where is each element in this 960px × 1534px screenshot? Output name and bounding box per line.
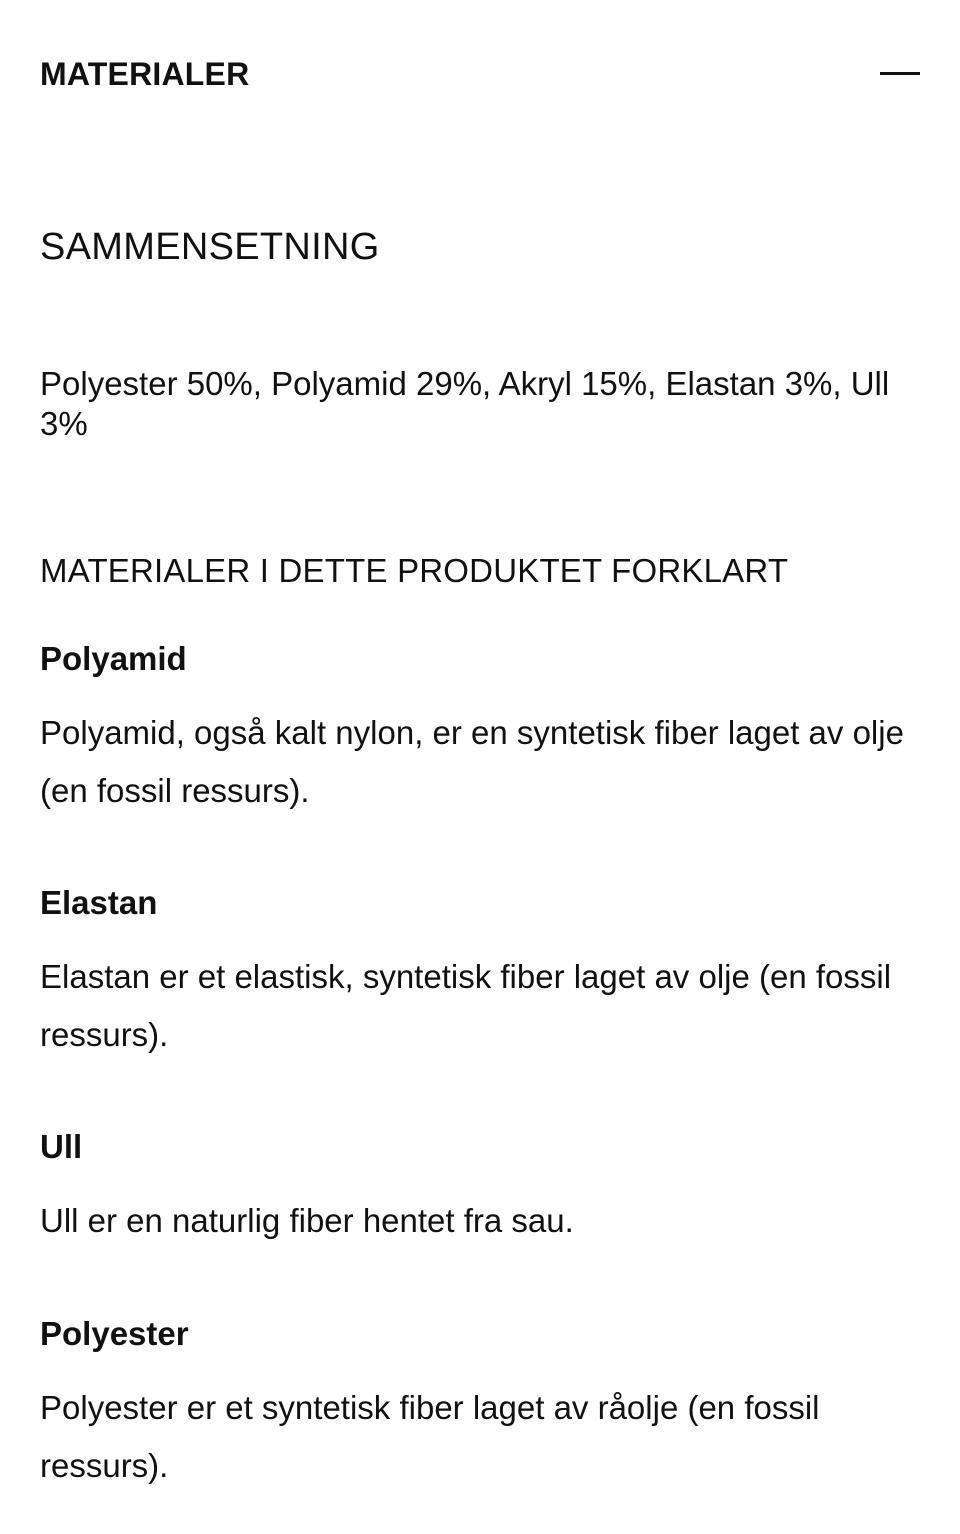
composition-heading: SAMMENSETNING <box>40 226 380 268</box>
material-name: Polyester <box>40 1315 189 1352</box>
composition-text: Polyester 50%, Polyamid 29%, Akryl 15%, Elastan 3%, Ull 3% <box>40 365 890 442</box>
material-name: Ull <box>40 1128 83 1165</box>
material-item-ull <box>40 1126 920 1250</box>
minus-icon[interactable] <box>880 54 920 94</box>
material-item-polyamid <box>40 638 920 820</box>
materials-accordion-header[interactable] <box>40 52 920 96</box>
material-description: Ull er en naturlig fiber hentet fra sau. <box>40 1202 574 1239</box>
material-description: Elastan er et elastisk, syntetisk fiber laget av olje (en fossil ressurs). <box>40 958 892 1053</box>
accordion-title: MATERIALER <box>40 56 250 92</box>
materials-explained-heading: MATERIALER I DETTE PRODUKTET FORKLART <box>40 552 789 589</box>
material-item-polyester <box>40 1313 920 1495</box>
material-description: Polyester er et syntetisk fiber laget av råolje (en fossil ressurs). <box>40 1389 820 1484</box>
material-name: Polyamid <box>40 640 187 677</box>
material-name: Elastan <box>40 884 158 921</box>
material-item-elastan <box>40 882 920 1064</box>
material-description: Polyamid, også kalt nylon, er en syntetisk fiber laget av olje (en fossil ressurs). <box>40 714 904 809</box>
